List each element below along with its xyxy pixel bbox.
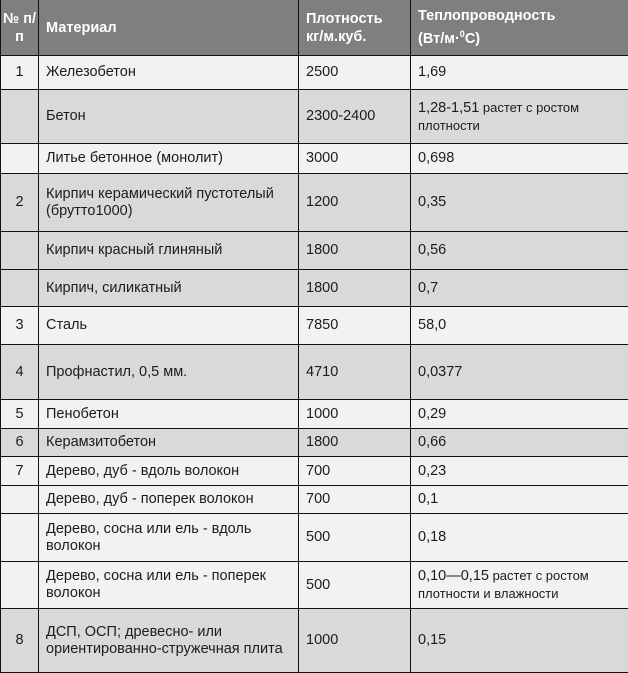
conductivity-number: 58,0 <box>418 317 446 333</box>
table-row <box>1 144 628 174</box>
row-number <box>1 232 39 270</box>
table-row <box>1 400 628 429</box>
row-number: 1 <box>1 56 39 90</box>
material-name: Бетон <box>39 90 299 144</box>
row-number: 4 <box>1 345 39 400</box>
conductivity-value <box>411 609 628 673</box>
density-value: 1000 <box>299 609 411 673</box>
density-value: 500 <box>299 514 411 562</box>
conductivity-number: 0,15 <box>418 632 446 648</box>
conductivity-number: 1,69 <box>418 64 446 80</box>
material-name: Пенобетон <box>39 400 299 429</box>
conductivity-value <box>411 307 628 345</box>
density-value: 1800 <box>299 232 411 270</box>
header-density: Плотность кг/м.куб. <box>299 0 411 56</box>
conductivity-value <box>411 486 628 514</box>
conductivity-value <box>411 345 628 400</box>
table-row <box>1 345 628 400</box>
density-value: 2500 <box>299 56 411 90</box>
density-value: 1800 <box>299 429 411 457</box>
material-name: Профнастил, 0,5 мм. <box>39 345 299 400</box>
conductivity-value <box>411 90 628 144</box>
conductivity-number: 0,29 <box>418 406 446 422</box>
density-value: 2300-2400 <box>299 90 411 144</box>
row-number <box>1 562 39 609</box>
header-conductivity: Теплопроводность (Вт/м·$^0$С) <box>411 0 628 56</box>
density-value: 4710 <box>299 345 411 400</box>
material-name: Дерево, сосна или ель - поперек волокон <box>39 562 299 609</box>
conductivity-number: 0,18 <box>418 529 446 545</box>
row-number <box>1 486 39 514</box>
conductivity-number: 1,28-1,51 <box>418 100 479 116</box>
table-row <box>1 270 628 307</box>
material-name: Литье бетонное (монолит) <box>39 144 299 174</box>
conductivity-value <box>411 562 628 609</box>
row-number: 2 <box>1 174 39 232</box>
table-row <box>1 609 628 673</box>
conductivity-number: 0,56 <box>418 242 446 258</box>
conductivity-value <box>411 400 628 429</box>
density-value: 500 <box>299 562 411 609</box>
density-value: 7850 <box>299 307 411 345</box>
density-value: 700 <box>299 486 411 514</box>
material-name: Дерево, дуб - поперек волокон <box>39 486 299 514</box>
material-name: Керамзитобетон <box>39 429 299 457</box>
conductivity-number: 0,7 <box>418 280 438 296</box>
row-number <box>1 514 39 562</box>
row-number: 8 <box>1 609 39 673</box>
material-name: Кирпич красный глиняный <box>39 232 299 270</box>
conductivity-value <box>411 232 628 270</box>
density-value: 1000 <box>299 400 411 429</box>
conductivity-number: 0,23 <box>418 463 446 479</box>
header-material: Материал <box>39 0 299 56</box>
material-name: Сталь <box>39 307 299 345</box>
conductivity-note: растет с ростом плотности <box>418 100 579 133</box>
table-row <box>1 232 628 270</box>
header-conductivity-title: Теплопроводность <box>418 8 555 24</box>
conductivity-value <box>411 514 628 562</box>
conductivity-value <box>411 429 628 457</box>
conductivity-number: 0,698 <box>418 150 454 166</box>
conductivity-note: растет с ростом плотности и влажности <box>418 568 589 601</box>
table-row <box>1 562 628 609</box>
material-name: Кирпич, силикатный <box>39 270 299 307</box>
table-row <box>1 56 628 90</box>
row-number <box>1 144 39 174</box>
header-num: № п/п <box>1 0 39 56</box>
conductivity-number: 0,35 <box>418 194 446 210</box>
conductivity-value <box>411 457 628 486</box>
density-value: 1800 <box>299 270 411 307</box>
material-name: Дерево, дуб - вдоль волокон <box>39 457 299 486</box>
conductivity-number: 0,0377 <box>418 364 462 380</box>
density-value: 1200 <box>299 174 411 232</box>
row-number: 7 <box>1 457 39 486</box>
density-value: 3000 <box>299 144 411 174</box>
table-row <box>1 486 628 514</box>
row-number: 3 <box>1 307 39 345</box>
conductivity-value <box>411 56 628 90</box>
table-row <box>1 90 628 144</box>
conductivity-value <box>411 270 628 307</box>
row-number: 6 <box>1 429 39 457</box>
table-row <box>1 174 628 232</box>
material-name: ДСП, ОСП; древесно- или ориентированно-стружечная плита <box>39 609 299 673</box>
table-row <box>1 307 628 345</box>
conductivity-number: 0,10—0,15 <box>418 568 489 584</box>
row-number <box>1 270 39 307</box>
row-number <box>1 90 39 144</box>
row-number: 5 <box>1 400 39 429</box>
density-value: 700 <box>299 457 411 486</box>
conductivity-value <box>411 174 628 232</box>
table-row <box>1 514 628 562</box>
table-row <box>1 429 628 457</box>
material-name: Кирпич керамический пустотелый (брутто1000) <box>39 174 299 232</box>
conductivity-number: 0,66 <box>418 434 446 450</box>
table-header-row <box>1 0 628 56</box>
material-name: Железобетон <box>39 56 299 90</box>
conductivity-number: 0,1 <box>418 491 438 507</box>
conductivity-value <box>411 144 628 174</box>
table-row <box>1 457 628 486</box>
material-name: Дерево, сосна или ель - вдоль волокон <box>39 514 299 562</box>
